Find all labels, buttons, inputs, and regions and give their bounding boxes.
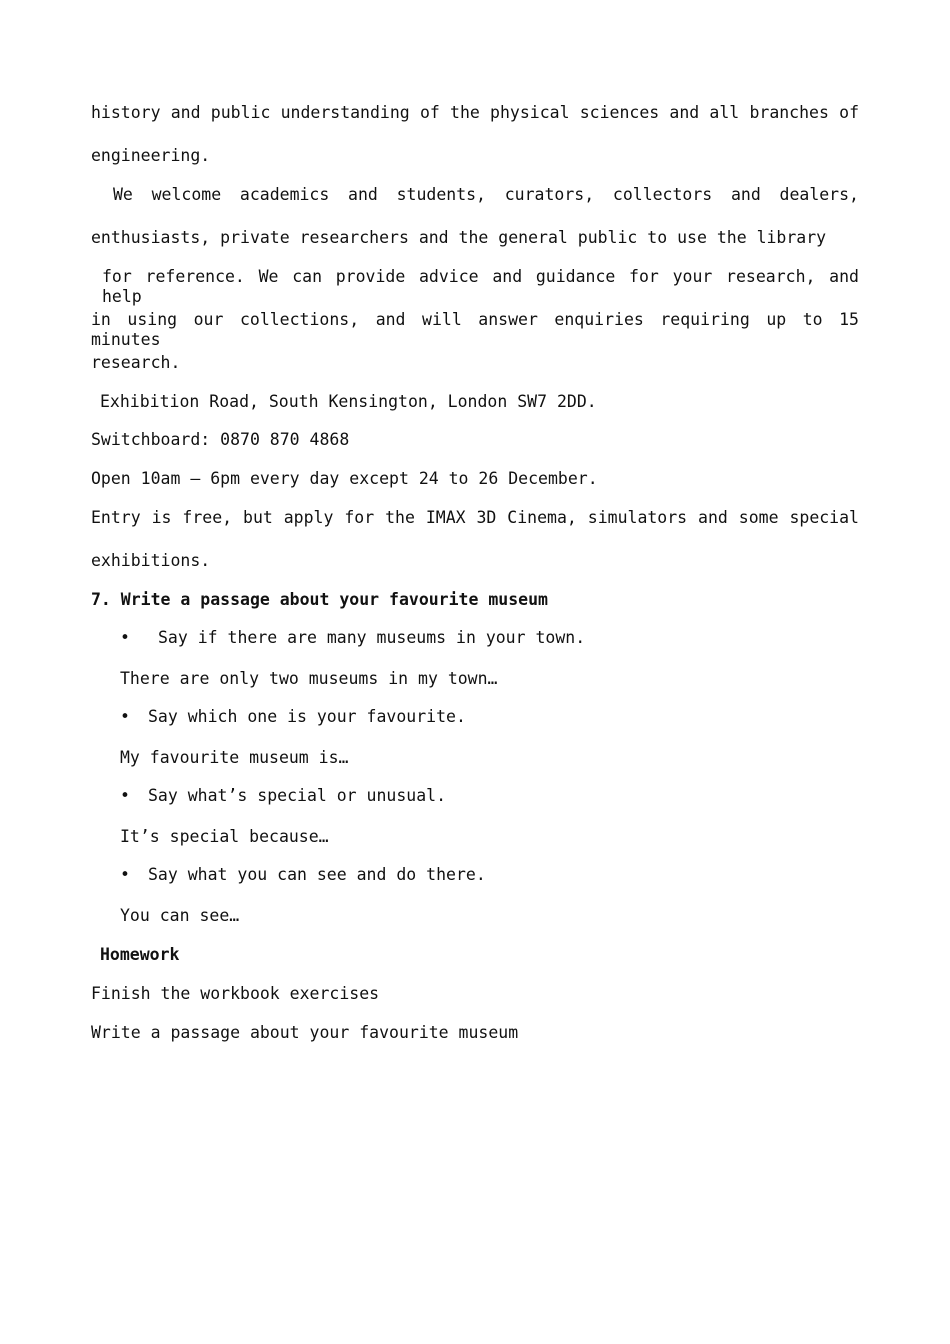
para2-line4: in using our collections, and will answer enquiries requiring up to 15 minutes	[91, 310, 859, 349]
entry-line1: Entry is free, but apply for the IMAX 3D Cinema, simulators and some special	[91, 508, 859, 527]
task7-prompt-4: Say what you can see and do there.	[148, 865, 486, 884]
para1-line2: engineering.	[91, 146, 211, 165]
task7-prompt-1: Say if there are many museums in your town.	[158, 628, 586, 647]
switchboard-line: Switchboard: 0870 870 4868	[91, 430, 350, 449]
homework-item-1: Finish the workbook exercises	[91, 984, 380, 1003]
para1-line1: history and public understanding of the physical sciences and all branches of	[91, 103, 859, 122]
para2-line5: research.	[91, 353, 181, 372]
task7-starter-4: You can see…	[120, 906, 240, 925]
bullet-icon: •	[120, 628, 130, 647]
homework-item-2: Write a passage about your favourite museum	[91, 1023, 519, 1042]
task7-prompt-2: Say which one is your favourite.	[148, 707, 466, 726]
para2-line2: enthusiasts, private researchers and the general public to use the library	[91, 228, 827, 247]
task7-prompt-3: Say what’s special or unusual.	[148, 786, 447, 805]
task7-heading: 7. Write a passage about your favourite museum	[91, 590, 548, 609]
task7-starter-3: It’s special because…	[120, 827, 329, 846]
bullet-icon: •	[120, 865, 130, 884]
para2-line3: for reference. We can provide advice and guidance for your research, and help	[102, 267, 859, 306]
opening-hours-line: Open 10am – 6pm every day except 24 to 26 December.	[91, 469, 598, 488]
address-line: Exhibition Road, South Kensington, London SW7 2DD.	[100, 392, 597, 411]
para2-line1: We welcome academics and students, curators, collectors and dealers,	[113, 185, 859, 204]
bullet-icon: •	[120, 707, 130, 726]
entry-line2: exhibitions.	[91, 551, 211, 570]
task7-starter-2: My favourite museum is…	[120, 748, 349, 767]
task7-starter-1: There are only two museums in my town…	[120, 669, 498, 688]
homework-heading: Homework	[100, 945, 180, 964]
bullet-icon: •	[120, 786, 130, 805]
